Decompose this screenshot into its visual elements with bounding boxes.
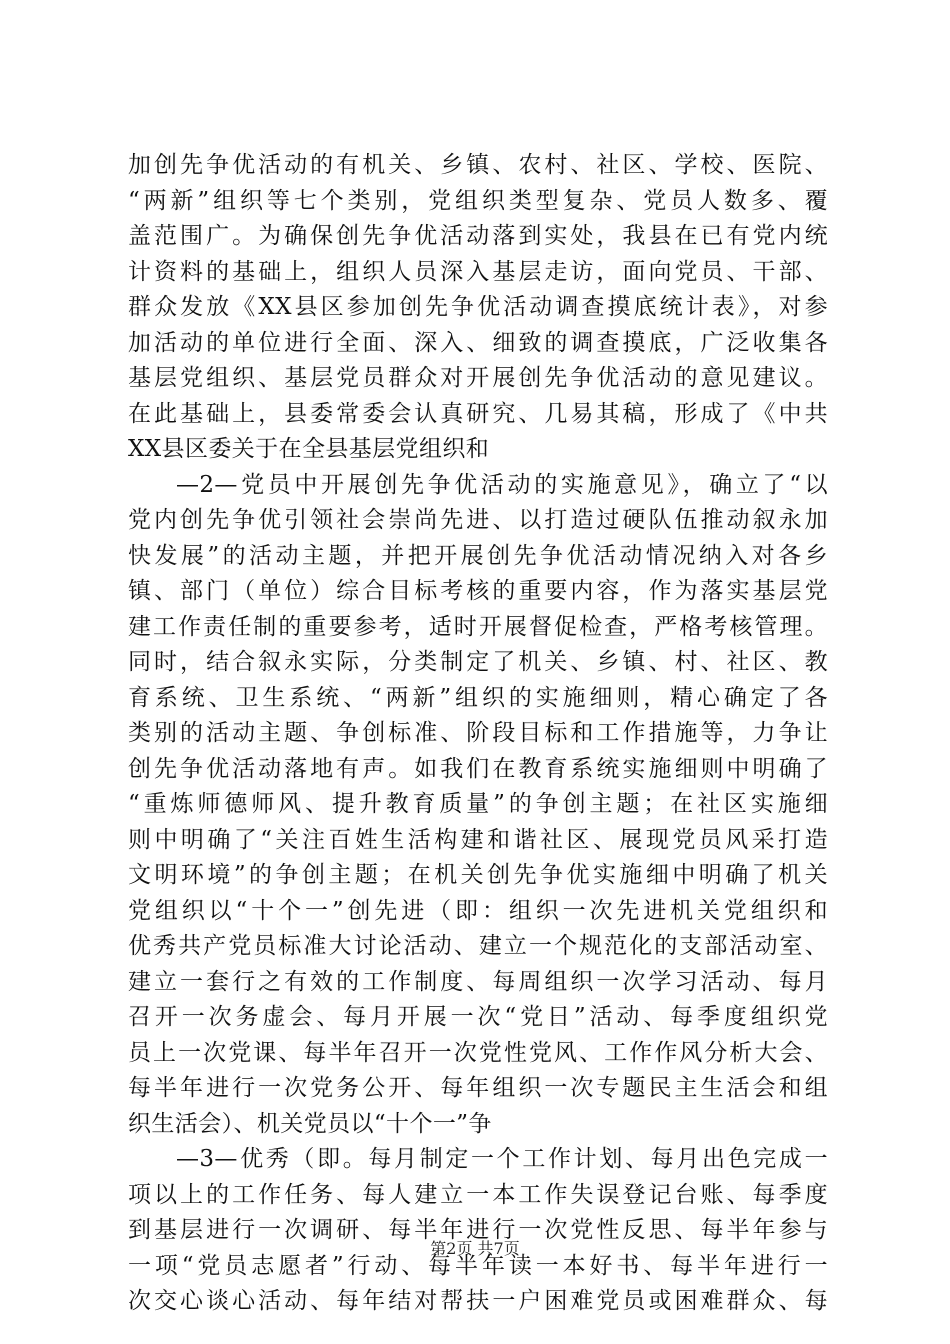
- text-line: 群众发放《XX县区参加创先争优活动调查摸底统计表》，对参: [128, 294, 828, 320]
- text-line: 加活动的单位进行全面、深入、细致的调查摸底，广泛收集各: [128, 329, 828, 356]
- text-line: —2—党员中开展创先争优活动的实施意见》，确立了“以: [176, 471, 828, 498]
- text-line: 项以上的工作任务、每人建立一本工作失误登记台账、每季度: [128, 1181, 828, 1208]
- page-number-footer: 第2页 共7页: [430, 1239, 520, 1258]
- text-line: 党内创先争优引领社会崇尚先进、以打造过硬队伍推动叙永加: [128, 507, 828, 533]
- text-line: 盖范围广。为确保创先争优活动落到实处，我县在已有党内统: [128, 223, 828, 249]
- text-line: 织生活会）、机关党员以“十个一”争: [128, 1110, 492, 1137]
- text-line: 召开一次务虚会、每月开展一次“党日”活动、每季度组织党: [128, 1004, 828, 1030]
- text-line: 创先争优活动落地有声。如我们在教育系统实施细则中明确了: [128, 755, 828, 782]
- text-line: 基层党组织、基层党员群众对开展创先争优活动的意见建议。: [128, 365, 828, 391]
- text-line: 快发展”的活动主题，并把开展创先争优活动情况纳入对各乡: [128, 542, 828, 569]
- text-line: 次交心谈心活动、每年结对帮扶一户困难党员或困难群众、每: [128, 1288, 828, 1314]
- text-line: —3—优秀（即。每月制定一个工作计划、每月出色完成一: [176, 1146, 828, 1172]
- text-line: 到基层进行一次调研、每半年进行一次党性反思、每半年参与: [128, 1217, 828, 1243]
- text-line: 每半年进行一次党务公开、每年组织一次专题民主生活会和组: [128, 1075, 828, 1101]
- text-line: 育系统、卫生系统、“两新”组织的实施细则，精心确定了各: [128, 684, 828, 711]
- text-line: 文明环境”的争创主题；在机关创先争优实施细中明确了机关: [128, 862, 828, 888]
- document-body: [128, 148, 828, 1320]
- text-line: 优秀共产党员标准大讨论活动、建立一个规范化的支部活动室、: [128, 933, 828, 959]
- text-line: 加创先争优活动的有机关、乡镇、农村、社区、学校、医院、: [128, 152, 828, 178]
- text-line: 在此基础上，县委常委会认真研究、几易其稿，形成了《中共: [128, 400, 828, 427]
- text-line: XX县区委关于在全县基层党组织和: [128, 436, 490, 462]
- text-line: 党组织以“十个一”创先进（即：组织一次先进机关党组织和: [128, 897, 828, 924]
- text-line: 计资料的基础上，组织人员深入基层走访，面向党员、干部、: [128, 258, 828, 285]
- text-line: 一项“党员志愿者”行动、每半年读一本好书、每半年进行一: [128, 1252, 828, 1279]
- text-line: 类别的活动主题、争创标准、阶段目标和工作措施等，力争让: [128, 720, 828, 746]
- text-line: 镇、部门（单位）综合目标考核的重要内容，作为落实基层党: [128, 578, 828, 604]
- text-line: “重炼师德师风、提升教育质量”的争创主题；在社区实施细: [128, 791, 828, 817]
- text-line: 员上一次党课、每半年召开一次党性党风、工作作风分析大会、: [128, 1039, 828, 1066]
- text-line: “两新”组织等七个类别，党组织类型复杂、党员人数多、覆: [128, 187, 828, 214]
- text-line: 则中明确了“关注百姓生活构建和谐社区、展现党员风采打造: [128, 826, 828, 853]
- text-line: 建工作责任制的重要参考，适时开展督促检查，严格考核管理。: [128, 613, 828, 640]
- text-line: 同时，结合叙永实际，分类制定了机关、乡镇、村、社区、教: [128, 649, 828, 675]
- text-line: 建立一套行之有效的工作制度、每周组织一次学习活动、每月: [128, 968, 828, 995]
